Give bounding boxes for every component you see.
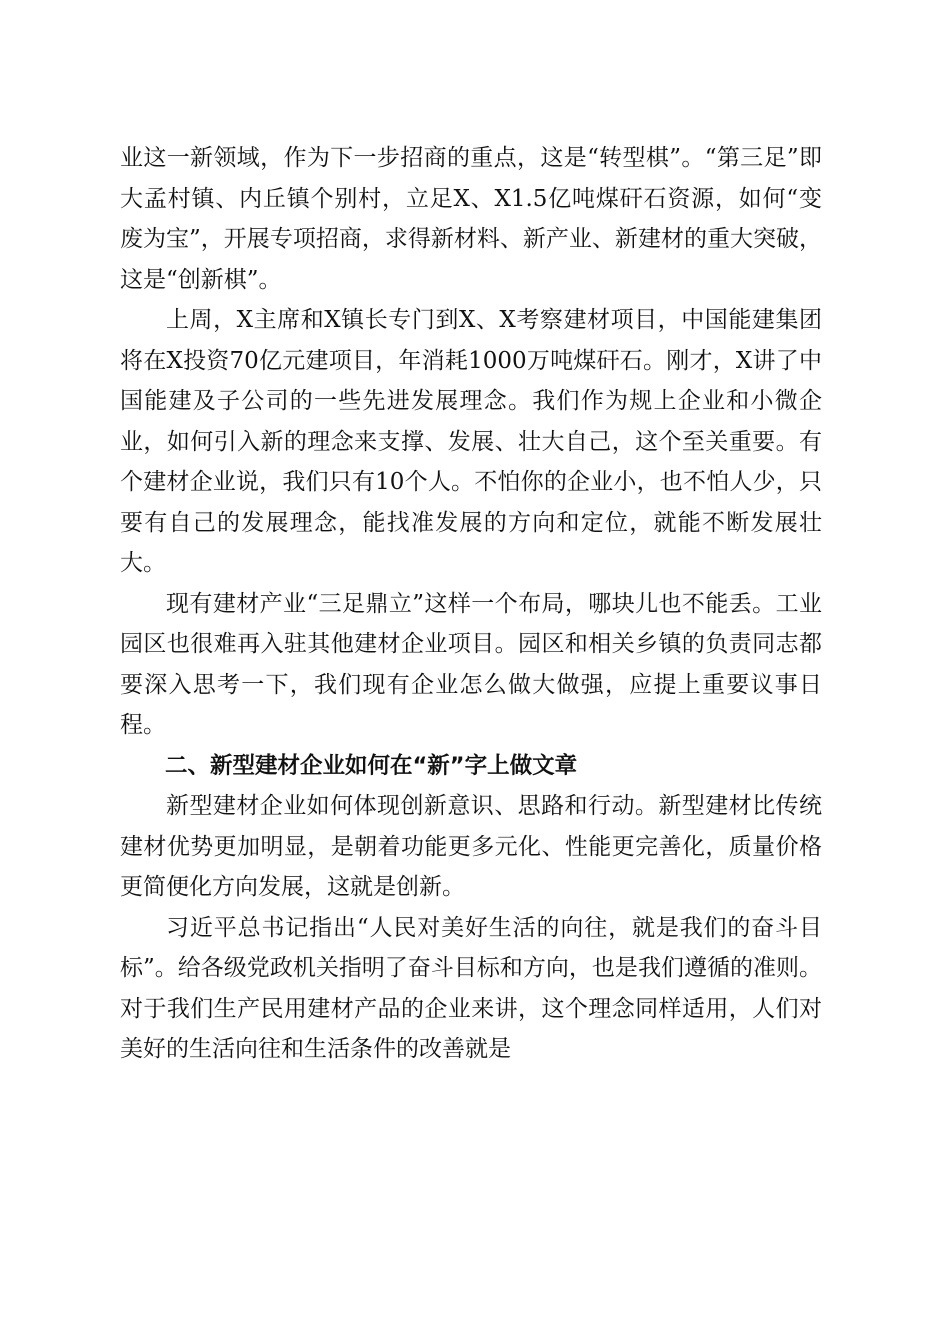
document-page [120, 138, 822, 1070]
paragraph-innovation: 新型建材企业如何体现创新意识、思路和行动。新型建材比传统建材优势更加明显，是朝着功能更多元化、性能更完善化，质量价格更简便化方向发展，这就是创新。 [120, 793, 822, 900]
paragraph-quote: 习近平总书记指出“人民对美好生活的向往，就是我们的奋斗目标”。给各级党政机关指明了奋斗目标和方向，也是我们遵循的准则。对于我们生产民用建材产品的企业来讲，这个理念同样适用，人们对美好的生活向往和生活条件的改善就是 [120, 914, 822, 1062]
paragraph-industry-layout: 现有建材产业“三足鼎立”这样一个布局，哪块儿也不能丢。工业园区也很难再入驻其他建材企业项目。园区和相关乡镇的负责同志都要深入思考一下，我们现有企业怎么做大做强，应提上重要议事日程。 [120, 590, 822, 738]
paragraph-energy-project: 上周，X主席和X镇长专门到X、X考察建材项目，中国能建集团将在X投资70亿元建项目，年消耗1000万吨煤矸石。刚才，X讲了中国能建及子公司的一些先进发展理念。我们作为规上企业和小微企业，如何引入新的理念来支撑、发展、壮大自己，这个至关重要。有个建材企业说，我们只有10个人。不怕你的企业小，也不怕人少，只要有自己的发展理念，能找准发展的方向和定位，就能不断发展壮大。 [120, 307, 822, 576]
section-heading: 二、新型建材企业如何在“新”字上做文章 [165, 752, 578, 779]
paragraph-continuation: 业这一新领域，作为下一步招商的重点，这是“转型棋”。“第三足”即大孟村镇、内丘镇个别村，立足X、X1.5亿吨煤矸石资源，如何“变废为宝”，开展专项招商，求得新材料、新产业、新建材的重大突破，这是“创新棋”。 [120, 145, 822, 293]
